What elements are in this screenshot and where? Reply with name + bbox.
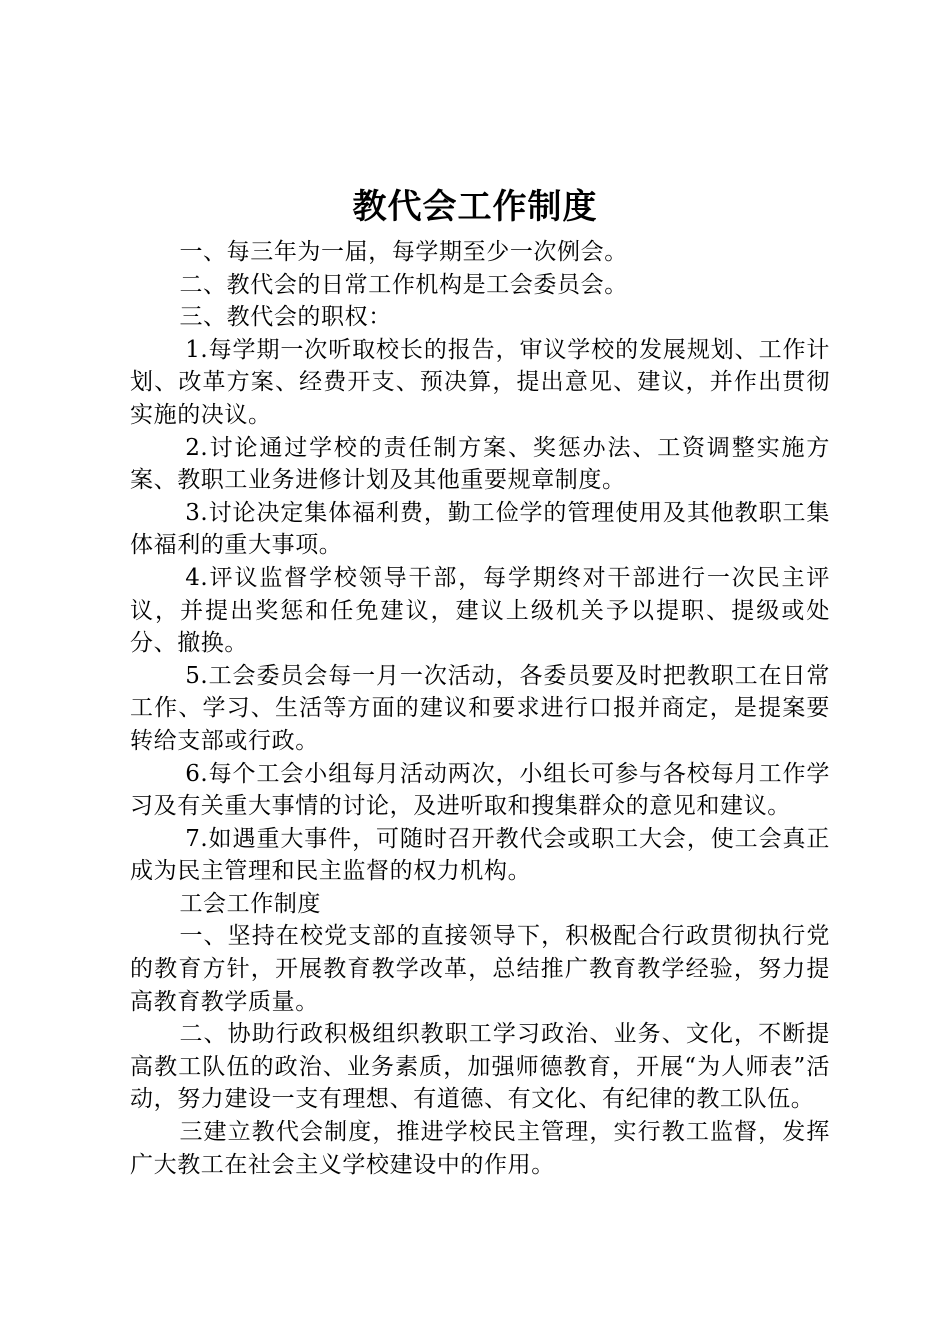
paragraph-powers-heading: 三、教代会的职权： bbox=[179, 304, 392, 331]
paragraph-power-4: 4.评议监督学校领导干部，每学期终对干部进行一次民主评议，并提出奖惩和任免建议，建议上级机关予以提职、提级或处分、撤换。 bbox=[130, 564, 830, 657]
document-title: 教代会工作制度 bbox=[352, 187, 598, 227]
document-body bbox=[130, 236, 830, 1181]
paragraph-working-body: 二、教代会的日常工作机构是工会委员会。 bbox=[179, 271, 628, 298]
paragraph-power-3: 3.讨论决定集体福利费，勤工俭学的管理使用及其他教职工集体福利的重大事项。 bbox=[130, 499, 830, 559]
paragraph-power-6: 6.每个工会小组每月活动两次，小组长可参与各校每月工作学习及有关重大事情的讨论，及进听取和搜集群众的意见和建议。 bbox=[130, 760, 830, 820]
paragraph-term: 一、每三年为一届，每学期至少一次例会。 bbox=[179, 239, 628, 265]
paragraph-power-2: 2.讨论通过学校的责任制方案、奖惩办法、工资调整实施方案、教职工业务进修计划及其他重要规章制度。 bbox=[130, 434, 830, 494]
paragraph-power-1: 1.每学期一次听取校长的报告，审议学校的发展规划、工作计划、改革方案、经费开支、预决算，提出意见、建议，并作出贯彻实施的决议。 bbox=[130, 336, 830, 428]
paragraph-power-7: 7.如遇重大事件，可随时召开教代会或职工大会，使工会真正成为民主管理和民主监督的权力机构。 bbox=[130, 825, 830, 885]
section-heading-union: 工会工作制度 bbox=[179, 890, 322, 917]
paragraph-power-5: 5.工会委员会每一月一次活动，各委员要及时把教职工在日常工作、学习、生活等方面的建议和要求进行口报并商定，是提案要转给支部或行政。 bbox=[130, 662, 830, 754]
paragraph-union-2: 二、协助行政积极组织教职工学习政治、业务、文化，不断提高教工队伍的政治、业务素质，加强师德教育，开展“为人师表”活动，努力建设一支有理想、有道德、有文化、有纪律的教工队伍。 bbox=[130, 1021, 830, 1113]
paragraph-union-1: 一、坚持在校党支部的直接领导下，积极配合行政贯彻执行党的教育方针，开展教育教学改革，总结推广教育教学经验，努力提高教育教学质量。 bbox=[130, 923, 830, 1015]
paragraph-union-3: 三建立教代会制度，推进学校民主管理，实行教工监督，发挥广大教工在社会主义学校建设中的作用。 bbox=[130, 1119, 830, 1178]
